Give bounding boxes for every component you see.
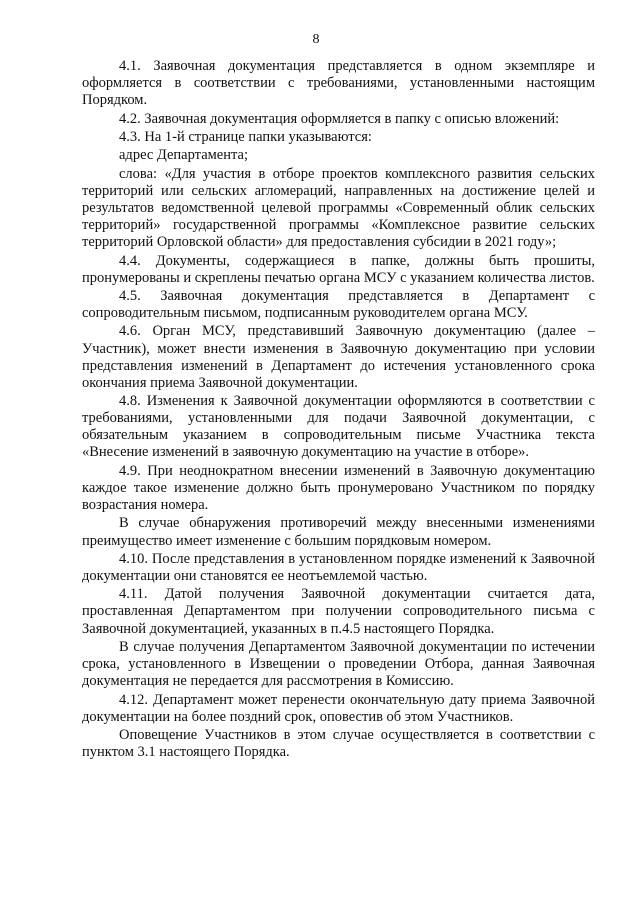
page-number: 8 <box>312 32 320 47</box>
paragraph-4-11: 4.11. Датой получения Заявочной документации считается дата, проставленная Департаментом при получении сопроводительного письма с Заявочной документацией, указанных в п.4.5 настоящего Порядка. <box>82 586 595 637</box>
paragraph-4-4: 4.4. Документы, содержащиеся в папке, должны быть прошиты, пронумерованы и скреплены печатью органа МСУ с указанием количества листов. <box>82 252 595 286</box>
paragraph-words: слова: «Для участия в отборе проектов комплексного развития сельских территорий или сельских агломераций, направленных на достижение целей и результатов ведомственной целевой программы «Современный облик сельских территорий» государственной программы «Комплексное развитие сельских территорий Орловской области» для предоставления субсидии в 2021 году»; <box>82 165 595 251</box>
paragraph-4-2: 4.2. Заявочная документация оформляется в папку с описью вложений: <box>119 110 560 127</box>
paragraph-4-12: 4.12. Департамент может перенести окончательную дату приема Заявочной документации на более поздний срок, оповестив об этом Участников. <box>82 691 595 725</box>
paragraph-notification: Оповещение Участников в этом случае осуществляется в соответствии с пунктом 3.1 настоящего Порядка. <box>82 727 595 761</box>
paragraph-4-10: 4.10. После представления в установленном порядке изменений к Заявочной документации они становятся ее неотъемлемой частью. <box>82 550 595 584</box>
paragraph-4-8: 4.8. Изменения к Заявочной документации оформляются в соответствии с требованиями, установленными для подачи Заявочной документации, с обязательным указанием в сопроводительным письме Участника текста «Внесение изменений в заявочную документацию на участие в отборе». <box>82 393 595 461</box>
paragraph-4-9: 4.9. При неоднократном внесении изменений в Заявочную документацию каждое такое изменение должно быть пронумеровано Участником по порядку возрастания номера. <box>82 462 595 514</box>
paragraph-4-1: 4.1. Заявочная документация представляется в одном экземпляре и оформляется в соответствии с требованиями, установленными настоящим Порядком. <box>82 58 595 109</box>
paragraph-address: адрес Департамента; <box>119 147 248 164</box>
paragraph-4-3: 4.3. На 1-й странице папки указываются: <box>119 128 372 145</box>
paragraph-contradictions: В случае обнаружения противоречий между внесенными изменениями преимущество имеет изменение с большим порядковым номером. <box>82 515 595 549</box>
paragraph-4-5: 4.5. Заявочная документация представляется в Департамент с сопроводительным письмом, подписанным руководителем органа МСУ. <box>82 288 595 322</box>
paragraph-4-6: 4.6. Орган МСУ, представивший Заявочную документацию (далее – Участник), может внести изменения в Заявочную документацию при условии представления изменений в Департамент до истечения установленного срока окончания приема Заявочной документации. <box>82 323 595 391</box>
paragraph-late-receipt: В случае получения Департаментом Заявочной документации по истечении срока, установленного в Извещении о проведении Отбора, данная Заявочная документация не передается для рассмотрения в Комиссию. <box>82 638 595 690</box>
document-body <box>82 58 595 763</box>
